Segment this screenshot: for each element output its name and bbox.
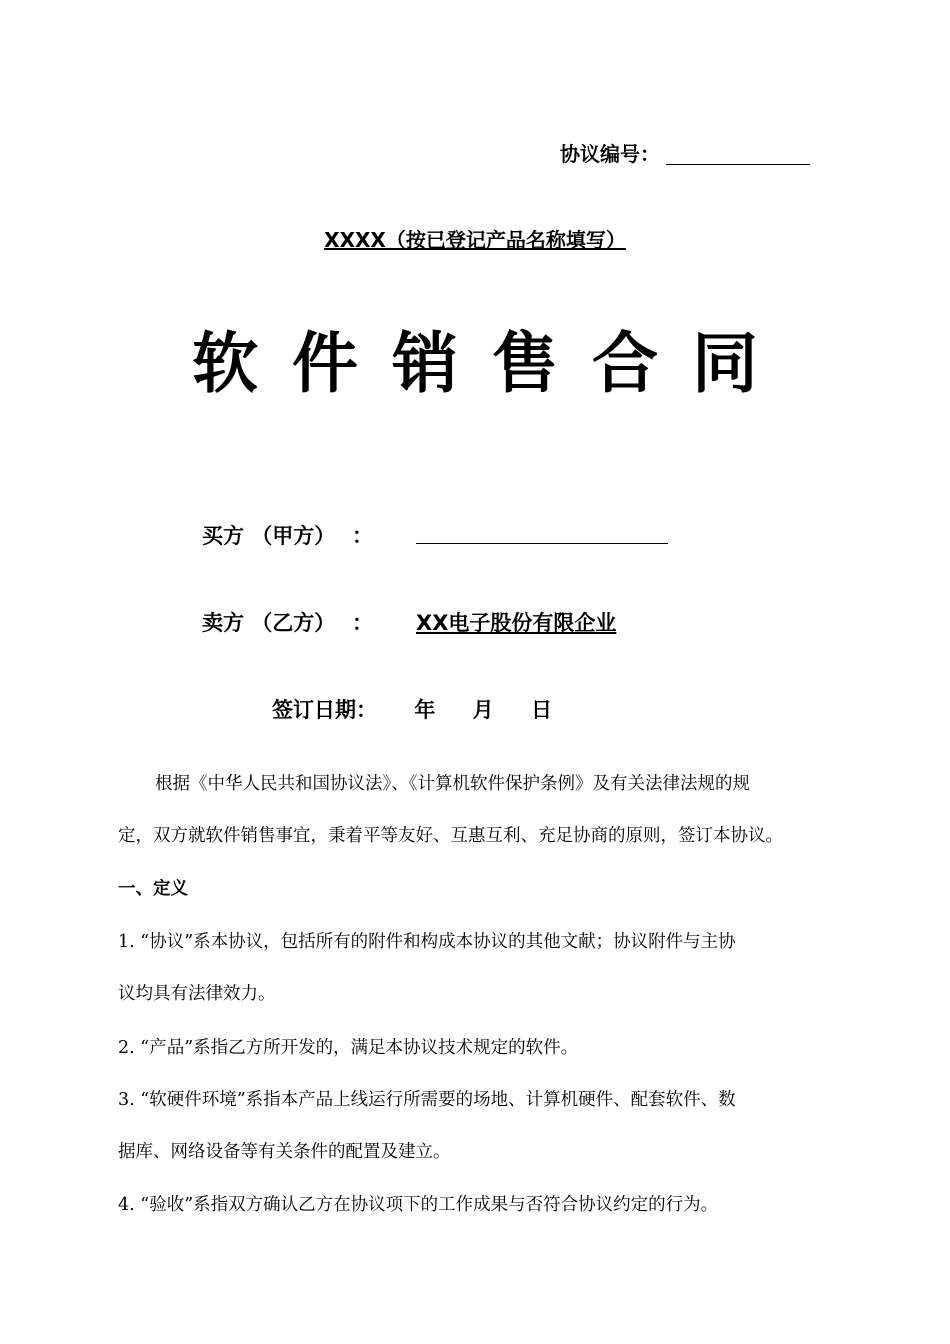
sign-date-day: 日 — [530, 698, 552, 722]
definition-item-line: 据库、网络设备等有关条件的配置及建立。 — [118, 1142, 451, 1162]
definition-item-line: 3. “软硬件环境”系指本产品上线运行所需要的场地、计算机硬件、配套软件、数 — [118, 1090, 736, 1110]
section-heading: 一、定义 — [118, 879, 188, 899]
definition-item-line: 2. “产品”系指乙方所开发的，满足本协议技术规定的软件。 — [118, 1038, 579, 1058]
product-name — [0, 224, 950, 253]
product-name-text: XXXX（按已登记产品名称填写） — [324, 228, 626, 252]
agreement-number-label: 协议编号： — [560, 142, 660, 166]
buyer-blank-line — [416, 543, 668, 544]
definition-item-line: 议均具有法律效力。 — [118, 984, 276, 1004]
agreement-number-blank — [666, 146, 810, 165]
seller-name: XX电子股份有限企业 — [416, 611, 617, 635]
agreement-number — [560, 138, 810, 167]
seller-label: 卖方 （乙方） — [202, 611, 336, 635]
sign-date-month: 月 — [472, 698, 494, 722]
intro-paragraph-line: 定，双方就软件销售事宜，秉着平等友好、互惠互利、充足协商的原则，签订本协议。 — [118, 826, 783, 846]
buyer-label: 买方 （甲方） — [202, 524, 336, 548]
seller-value — [416, 607, 638, 637]
definition-item-line: 1. “协议”系本协议，包括所有的附件和构成本协议的其他文献；协议附件与主协 — [118, 932, 736, 952]
sign-date — [272, 694, 552, 724]
contract-title: 软件销售合同 — [192, 325, 792, 402]
seller-colon: ： — [352, 611, 373, 635]
sign-date-year: 年 — [414, 698, 436, 722]
intro-paragraph-line: 根据《中华人民共和国协议法》、《计算机软件保护条例》及有关法律法规的规 — [155, 774, 750, 794]
buyer-colon: ： — [352, 524, 373, 548]
definition-item-line: 4. “验收”系指双方确认乙方在协议项下的工作成果与否符合协议约定的行为。 — [118, 1195, 719, 1215]
sign-date-label: 签订日期： — [272, 698, 377, 722]
